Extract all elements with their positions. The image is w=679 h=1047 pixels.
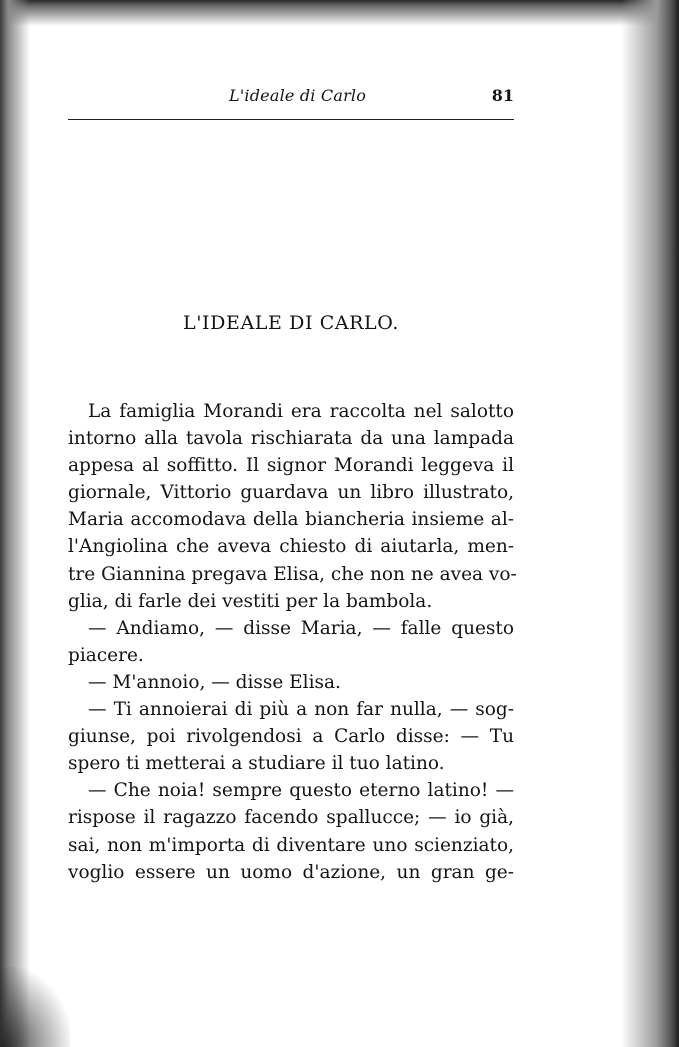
text-line: intorno alla tavola rischiarata da una lampada xyxy=(68,428,514,450)
text-line: spero ti metterai a studiare il tuo latino. xyxy=(68,753,445,775)
text-line: — Ti annoierai di più a non far nulla, — sog- xyxy=(88,699,514,721)
text-line: giornale, Vittorio guardava un libro illustrato, xyxy=(68,482,514,504)
text-line: voglio essere un uomo d'azione, un gran ge- xyxy=(68,861,514,883)
text-line: appesa al soffitto. Il signor Morandi leggeva il xyxy=(68,455,514,477)
text-line: giunse, poi rivolgendosi a Carlo disse: — Tu xyxy=(68,726,514,748)
text-line: l'Angiolina che aveva chiesto di aiutarla, men- xyxy=(68,536,514,558)
text-line: tre Giannina pregava Elisa, che non ne avea vo- xyxy=(68,563,517,585)
scan-edge-bottom-left xyxy=(0,967,70,1047)
header-rule xyxy=(68,119,514,120)
text-line: rispose il ragazzo facendo spallucce; — io già, xyxy=(68,807,514,829)
scan-edge-right xyxy=(619,0,679,1047)
text-line: Maria accomodava della biancheria insieme al- xyxy=(68,509,514,531)
chapter-title: L'IDEALE DI CARLO. xyxy=(183,312,399,334)
page-number: 81 xyxy=(491,86,514,105)
text-line: — M'annoio, — disse Elisa. xyxy=(88,671,341,693)
text-line: sai, non m'importa di diventare uno scienziato, xyxy=(68,834,514,856)
text-line: glia, di farle dei vestiti per la bambola. xyxy=(68,590,433,612)
text-line: piacere. xyxy=(68,644,144,666)
body-text xyxy=(68,398,517,886)
text-line: — Che noia! sempre questo eterno latino! — xyxy=(88,780,514,802)
running-head xyxy=(68,84,514,110)
scan-edge-left xyxy=(0,0,34,1047)
text-line: La famiglia Morandi era raccolta nel salotto xyxy=(88,401,514,422)
running-title: L'ideale di Carlo xyxy=(229,86,367,105)
scan-edge-top xyxy=(0,0,679,30)
text-line: — Andiamo, — disse Maria, — falle questo xyxy=(88,617,514,639)
